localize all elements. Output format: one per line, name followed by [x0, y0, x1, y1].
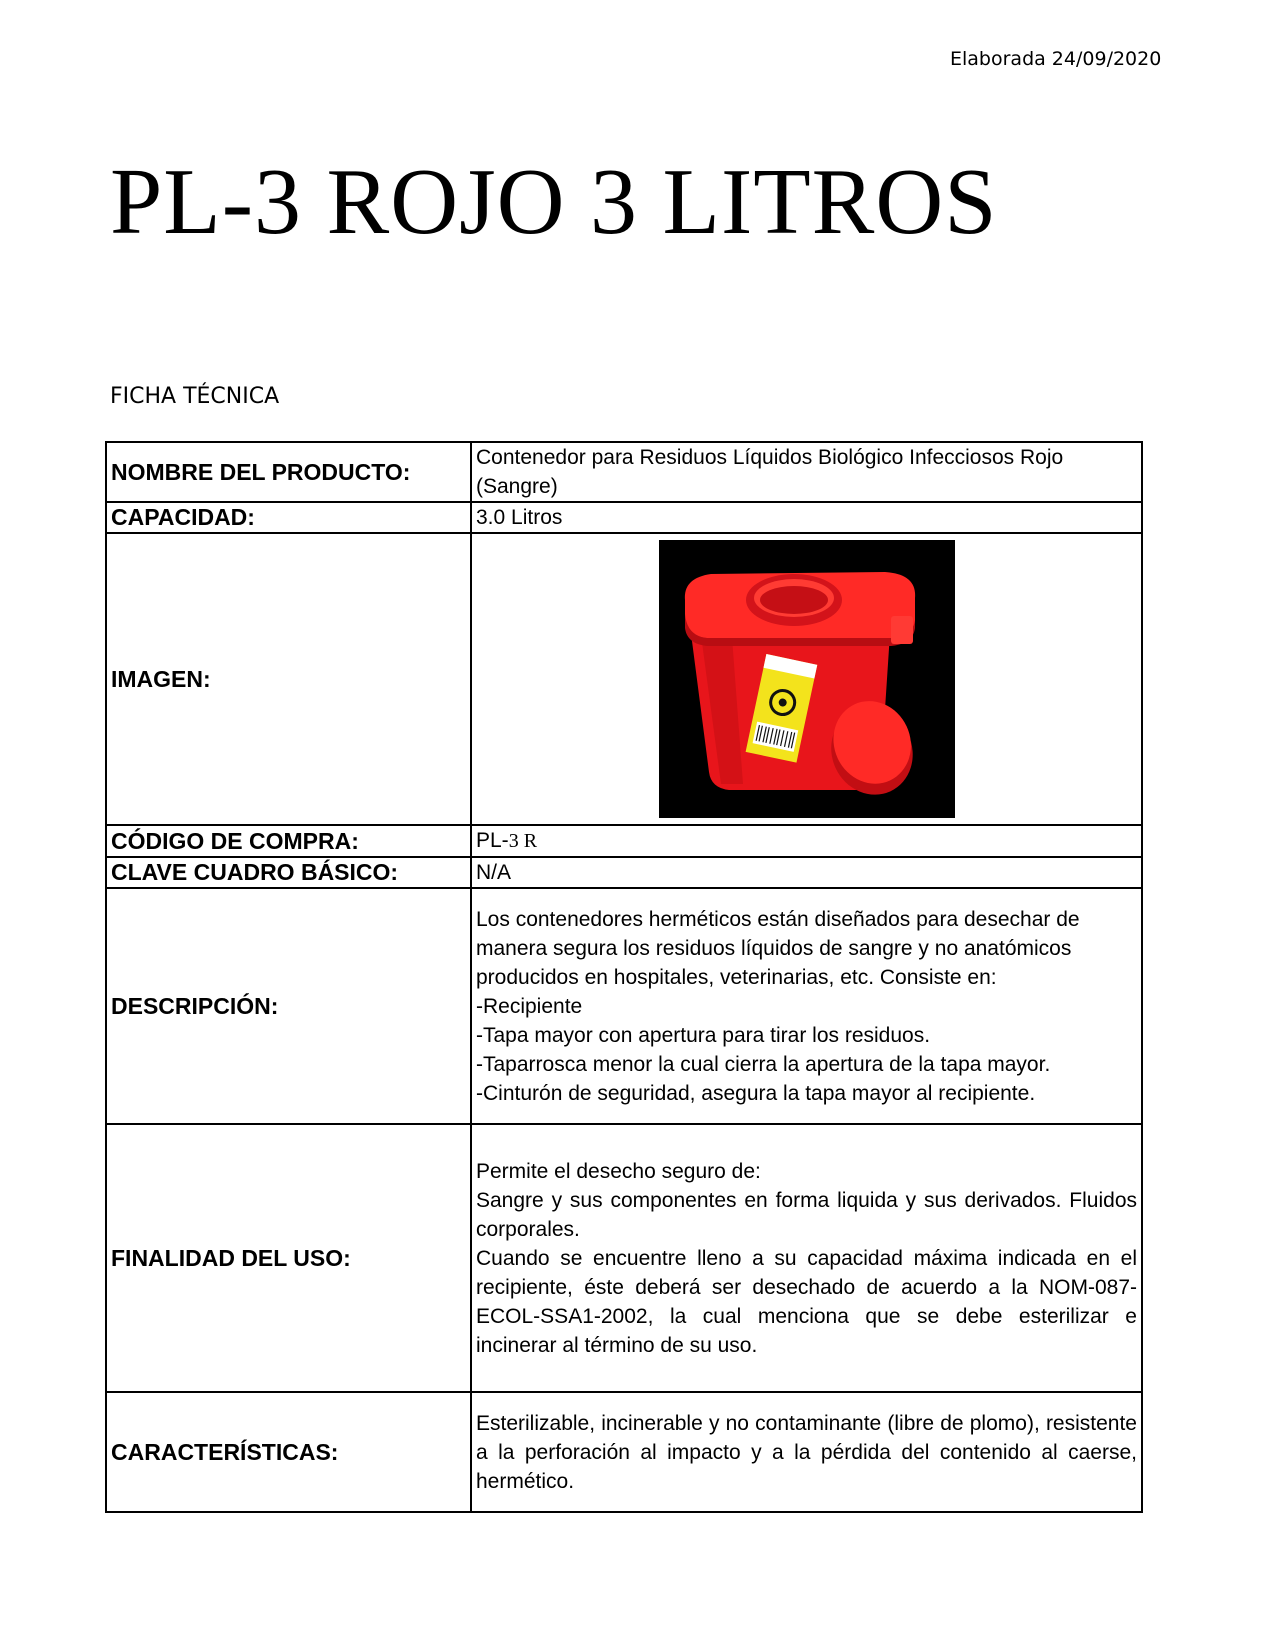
image-cell	[471, 533, 1142, 825]
elaboration-date: Elaborada 24/09/2020	[950, 48, 1162, 70]
description-item: -Tapa mayor con apertura para tirar los residuos.	[476, 1023, 931, 1047]
description-value	[471, 888, 1142, 1124]
row-purchase-code	[106, 825, 1142, 857]
description-item: -Taparrosca menor la cual cierra la apertura de la tapa mayor.	[476, 1052, 1051, 1076]
description-intro: Los contenedores herméticos están diseñados para desechar de manera segura los residuos líquidos de sangre y no anatómicos producidos en hospitales, veterinarias, etc. Consiste en:	[476, 907, 1080, 989]
purchase-code-label: CÓDIGO DE COMPRA:	[106, 825, 471, 857]
basic-key-value: N/A	[471, 857, 1142, 888]
basic-key-label: CLAVE CUADRO BÁSICO:	[106, 857, 471, 888]
features-label: CARACTERÍSTICAS:	[106, 1392, 471, 1512]
container-photo	[659, 540, 955, 818]
product-name-label: NOMBRE DEL PRODUCTO:	[106, 442, 471, 502]
row-purpose	[106, 1124, 1142, 1392]
product-name-value: Contenedor para Residuos Líquidos Biológico Infecciosos Rojo (Sangre)	[471, 442, 1142, 502]
document-title: PL-3 ROJO 3 LITROS	[110, 150, 998, 254]
row-capacity	[106, 502, 1142, 533]
row-description	[106, 888, 1142, 1124]
purchase-code-value	[471, 825, 1142, 857]
capacity-label: CAPACIDAD:	[106, 502, 471, 533]
capacity-value: 3.0 Litros	[471, 502, 1142, 533]
purchase-code-prefix: PL-	[476, 829, 509, 852]
purchase-code-suffix: 3 R	[508, 830, 538, 852]
purpose-value	[471, 1124, 1142, 1392]
row-product-name	[106, 442, 1142, 502]
purpose-line: Permite el desecho seguro de:	[476, 1159, 761, 1183]
description-item: -Cinturón de seguridad, asegura la tapa mayor al recipiente.	[476, 1081, 1036, 1105]
features-value: Esterilizable, incinerable y no contaminante (libre de plomo), resistente a la perforación al impacto y a la pérdida del contenido al caerse, hermético.	[471, 1392, 1142, 1512]
row-features	[106, 1392, 1142, 1512]
description-label: DESCRIPCIÓN:	[106, 888, 471, 1124]
section-subtitle: FICHA TÉCNICA	[110, 384, 280, 409]
row-image	[106, 533, 1142, 825]
row-basic-key	[106, 857, 1142, 888]
image-label: IMAGEN:	[106, 533, 471, 825]
purpose-line: Sangre y sus componentes en forma liquida y sus derivados. Fluidos corporales.	[476, 1188, 1137, 1241]
description-item: -Recipiente	[476, 994, 583, 1018]
spec-table	[105, 441, 1143, 1513]
purpose-label: FINALIDAD DEL USO:	[106, 1124, 471, 1392]
purpose-line: Cuando se encuentre lleno a su capacidad máxima indicada en el recipiente, éste deberá ser desechado de acuerdo a la NOM-087-ECOL-SSA1-2002, la cual menciona que se debe esterilizar e incinerar al término de su uso.	[476, 1246, 1137, 1357]
